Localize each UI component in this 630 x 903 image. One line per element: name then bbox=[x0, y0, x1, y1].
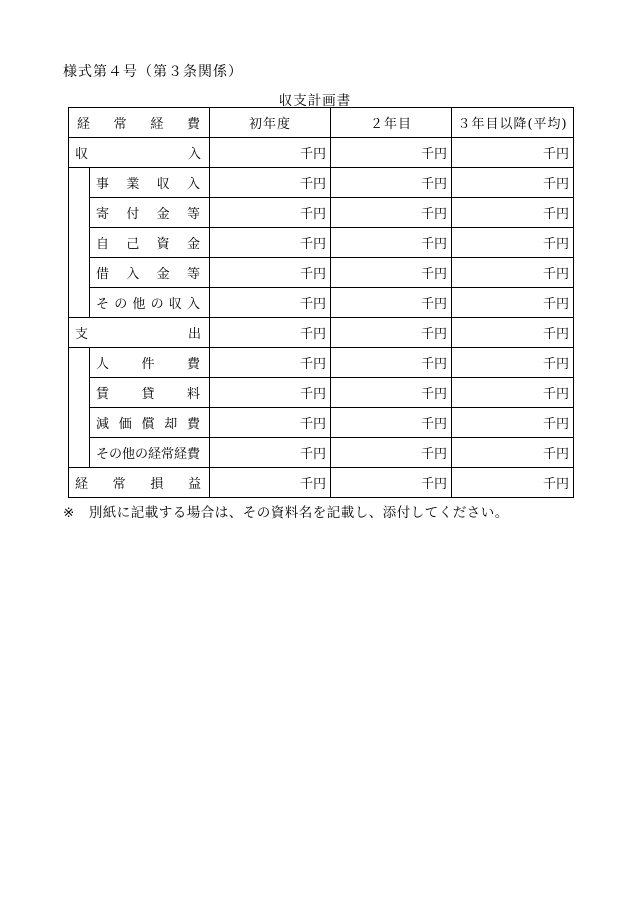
amount-cell: 千円 bbox=[452, 168, 574, 198]
amount-cell: 千円 bbox=[210, 408, 331, 438]
table-row bbox=[69, 198, 574, 228]
amount-cell: 千円 bbox=[452, 198, 574, 228]
amount-cell: 千円 bbox=[452, 348, 574, 378]
amount-cell: 千円 bbox=[331, 438, 452, 468]
row-label-expense: 支出 bbox=[69, 318, 210, 348]
note-text: 別紙に記載する場合は、その資料名を記載し、添付してください。 bbox=[88, 505, 509, 521]
row-label: 人件費 bbox=[90, 348, 210, 378]
header-year3: ３年目以降(平均) bbox=[452, 108, 574, 138]
amount-cell: 千円 bbox=[452, 258, 574, 288]
amount-cell: 千円 bbox=[331, 258, 452, 288]
row-label: 寄付金等 bbox=[90, 198, 210, 228]
row-label: その他の経常経費 bbox=[90, 438, 210, 468]
table-row bbox=[69, 438, 574, 468]
amount-cell: 千円 bbox=[331, 138, 452, 168]
row-label: その他の収入 bbox=[90, 288, 210, 318]
header-year2: ２年目 bbox=[331, 108, 452, 138]
amount-cell: 千円 bbox=[210, 138, 331, 168]
amount-cell: 千円 bbox=[452, 228, 574, 258]
row-label: 自己資金 bbox=[90, 228, 210, 258]
header-category: 経常経費 bbox=[69, 108, 210, 138]
amount-cell: 千円 bbox=[452, 318, 574, 348]
table-row bbox=[69, 168, 574, 198]
table-row bbox=[69, 228, 574, 258]
amount-cell: 千円 bbox=[210, 318, 331, 348]
table-row bbox=[69, 138, 574, 168]
form-number: 様式第４号（第３条関係） bbox=[63, 64, 243, 80]
amount-cell: 千円 bbox=[331, 198, 452, 228]
amount-cell: 千円 bbox=[210, 468, 331, 498]
amount-cell: 千円 bbox=[331, 168, 452, 198]
amount-cell: 千円 bbox=[331, 468, 452, 498]
amount-cell: 千円 bbox=[452, 468, 574, 498]
amount-cell: 千円 bbox=[210, 438, 331, 468]
amount-cell: 千円 bbox=[331, 228, 452, 258]
amount-cell: 千円 bbox=[452, 288, 574, 318]
table-row bbox=[69, 468, 574, 498]
table-row bbox=[69, 348, 574, 378]
amount-cell: 千円 bbox=[210, 228, 331, 258]
row-label: 借入金等 bbox=[90, 258, 210, 288]
header-year1: 初年度 bbox=[210, 108, 331, 138]
table-row bbox=[69, 258, 574, 288]
table-row bbox=[69, 288, 574, 318]
amount-cell: 千円 bbox=[210, 258, 331, 288]
amount-cell: 千円 bbox=[452, 438, 574, 468]
amount-cell: 千円 bbox=[331, 378, 452, 408]
amount-cell: 千円 bbox=[210, 288, 331, 318]
indent-spacer bbox=[69, 168, 90, 318]
amount-cell: 千円 bbox=[452, 378, 574, 408]
row-label-income: 収入 bbox=[69, 138, 210, 168]
row-label-ordinary-profit: 経常損益 bbox=[69, 468, 210, 498]
document-title: 収支計画書 bbox=[278, 93, 352, 109]
row-label: 事業収入 bbox=[90, 168, 210, 198]
amount-cell: 千円 bbox=[210, 168, 331, 198]
table-row bbox=[69, 408, 574, 438]
budget-plan-table bbox=[68, 107, 574, 498]
amount-cell: 千円 bbox=[452, 408, 574, 438]
row-label: 減価償却費 bbox=[90, 408, 210, 438]
amount-cell: 千円 bbox=[331, 288, 452, 318]
amount-cell: 千円 bbox=[210, 378, 331, 408]
amount-cell: 千円 bbox=[331, 348, 452, 378]
footnote bbox=[63, 501, 509, 521]
amount-cell: 千円 bbox=[331, 408, 452, 438]
row-label: 賃貸料 bbox=[90, 378, 210, 408]
indent-spacer bbox=[69, 348, 90, 468]
note-mark: ※ bbox=[63, 505, 75, 521]
table-row bbox=[69, 318, 574, 348]
table-row bbox=[69, 378, 574, 408]
amount-cell: 千円 bbox=[331, 318, 452, 348]
amount-cell: 千円 bbox=[210, 198, 331, 228]
amount-cell: 千円 bbox=[452, 138, 574, 168]
table-header-row bbox=[69, 108, 574, 138]
amount-cell: 千円 bbox=[210, 348, 331, 378]
